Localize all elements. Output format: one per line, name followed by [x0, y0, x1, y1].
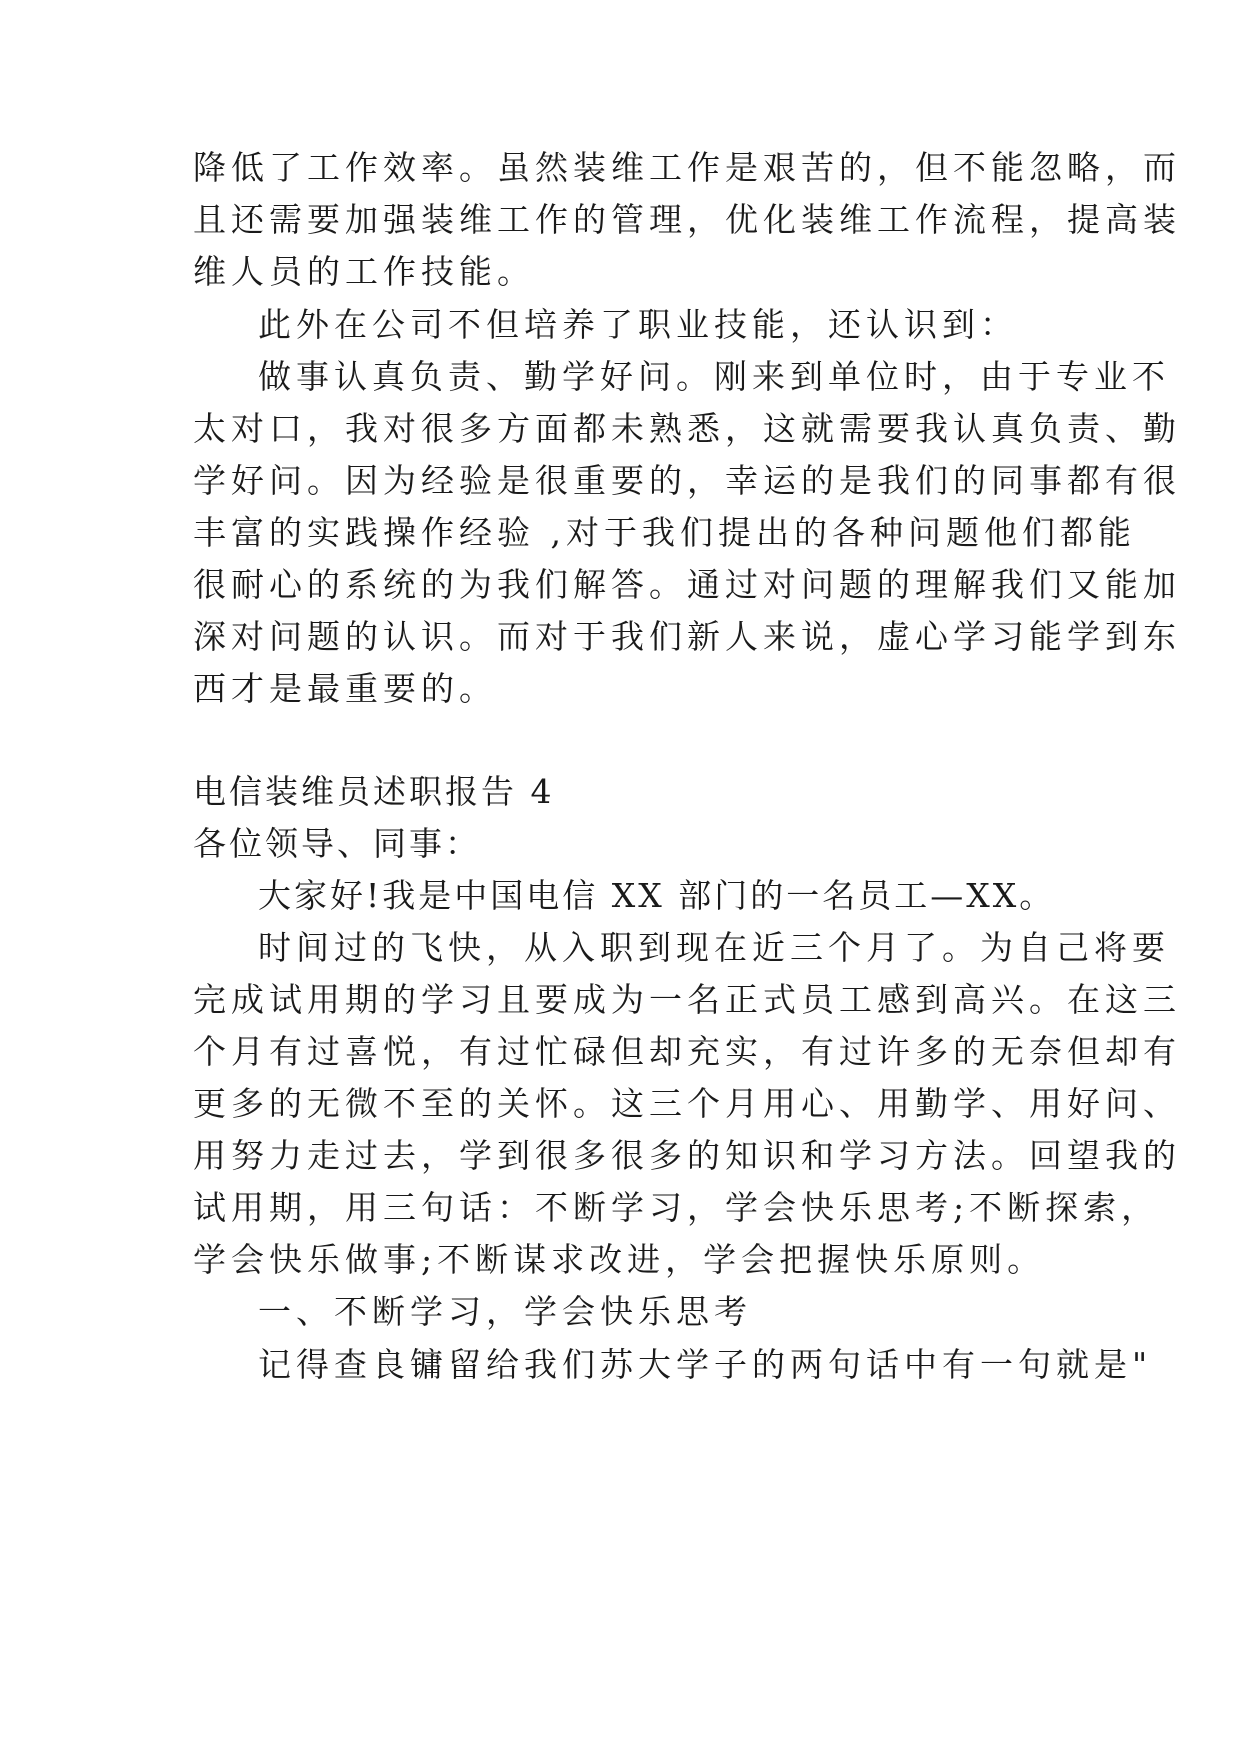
paragraph-line: 试用期，用三句话：不断学习，学会快乐思考;不断探索，	[193, 1188, 1160, 1227]
paragraph-line: 学会快乐做事;不断谋求改进，学会把握快乐原则。	[193, 1240, 1046, 1279]
greeting: 各位领导、同事：	[193, 824, 481, 863]
paragraph-line: 深对问题的认识。而对于我们新人来说，虚心学习能学到东	[193, 617, 1181, 656]
paragraph-line: 用努力走过去，学到很多很多的知识和学习方法。回望我的	[193, 1136, 1181, 1175]
paragraph-line: 西才是最重要的。	[193, 669, 497, 708]
paragraph-line: 完成试用期的学习且要成为一名正式员工感到高兴。在这三	[193, 980, 1181, 1019]
paragraph-line: 且还需要加强装维工作的管理，优化装维工作流程，提高装	[193, 200, 1181, 239]
paragraph-line: 很耐心的系统的为我们解答。通过对问题的理解我们又能加	[193, 565, 1181, 604]
paragraph-line: 做事认真负责、勤学好问。刚来到单位时，由于专业不	[258, 357, 1170, 396]
paragraph-line: 维人员的工作技能。	[193, 252, 535, 291]
subheading: 一、不断学习，学会快乐思考	[258, 1292, 752, 1331]
paragraph-line: 个月有过喜悦，有过忙碌但却充实，有过许多的无奈但却有	[193, 1032, 1181, 1071]
paragraph-line: 丰富的实践操作经验 ,对于我们提出的各种问题他们都能	[193, 513, 1136, 552]
paragraph-line: 记得查良镛留给我们苏大学子的两句话中有一句就是"	[258, 1345, 1153, 1384]
paragraph-line: 此外在公司不但培养了职业技能，还认识到：	[258, 305, 1018, 344]
paragraph-line: 大家好!我是中国电信 XX 部门的一名员工—XX。	[258, 876, 1056, 915]
paragraph-line: 学好问。因为经验是很重要的，幸运的是我们的同事都有很	[193, 461, 1181, 500]
paragraph-line: 太对口，我对很多方面都未熟悉，这就需要我认真负责、勤	[193, 409, 1181, 448]
section-title: 电信装维员述职报告 4	[193, 772, 555, 811]
paragraph-line: 更多的无微不至的关怀。这三个月用心、用勤学、用好问、	[193, 1084, 1181, 1123]
paragraph-line: 时间过的飞快，从入职到现在近三个月了。为自己将要	[258, 928, 1170, 967]
paragraph-line: 降低了工作效率。虽然装维工作是艰苦的，但不能忽略，而	[193, 148, 1181, 187]
